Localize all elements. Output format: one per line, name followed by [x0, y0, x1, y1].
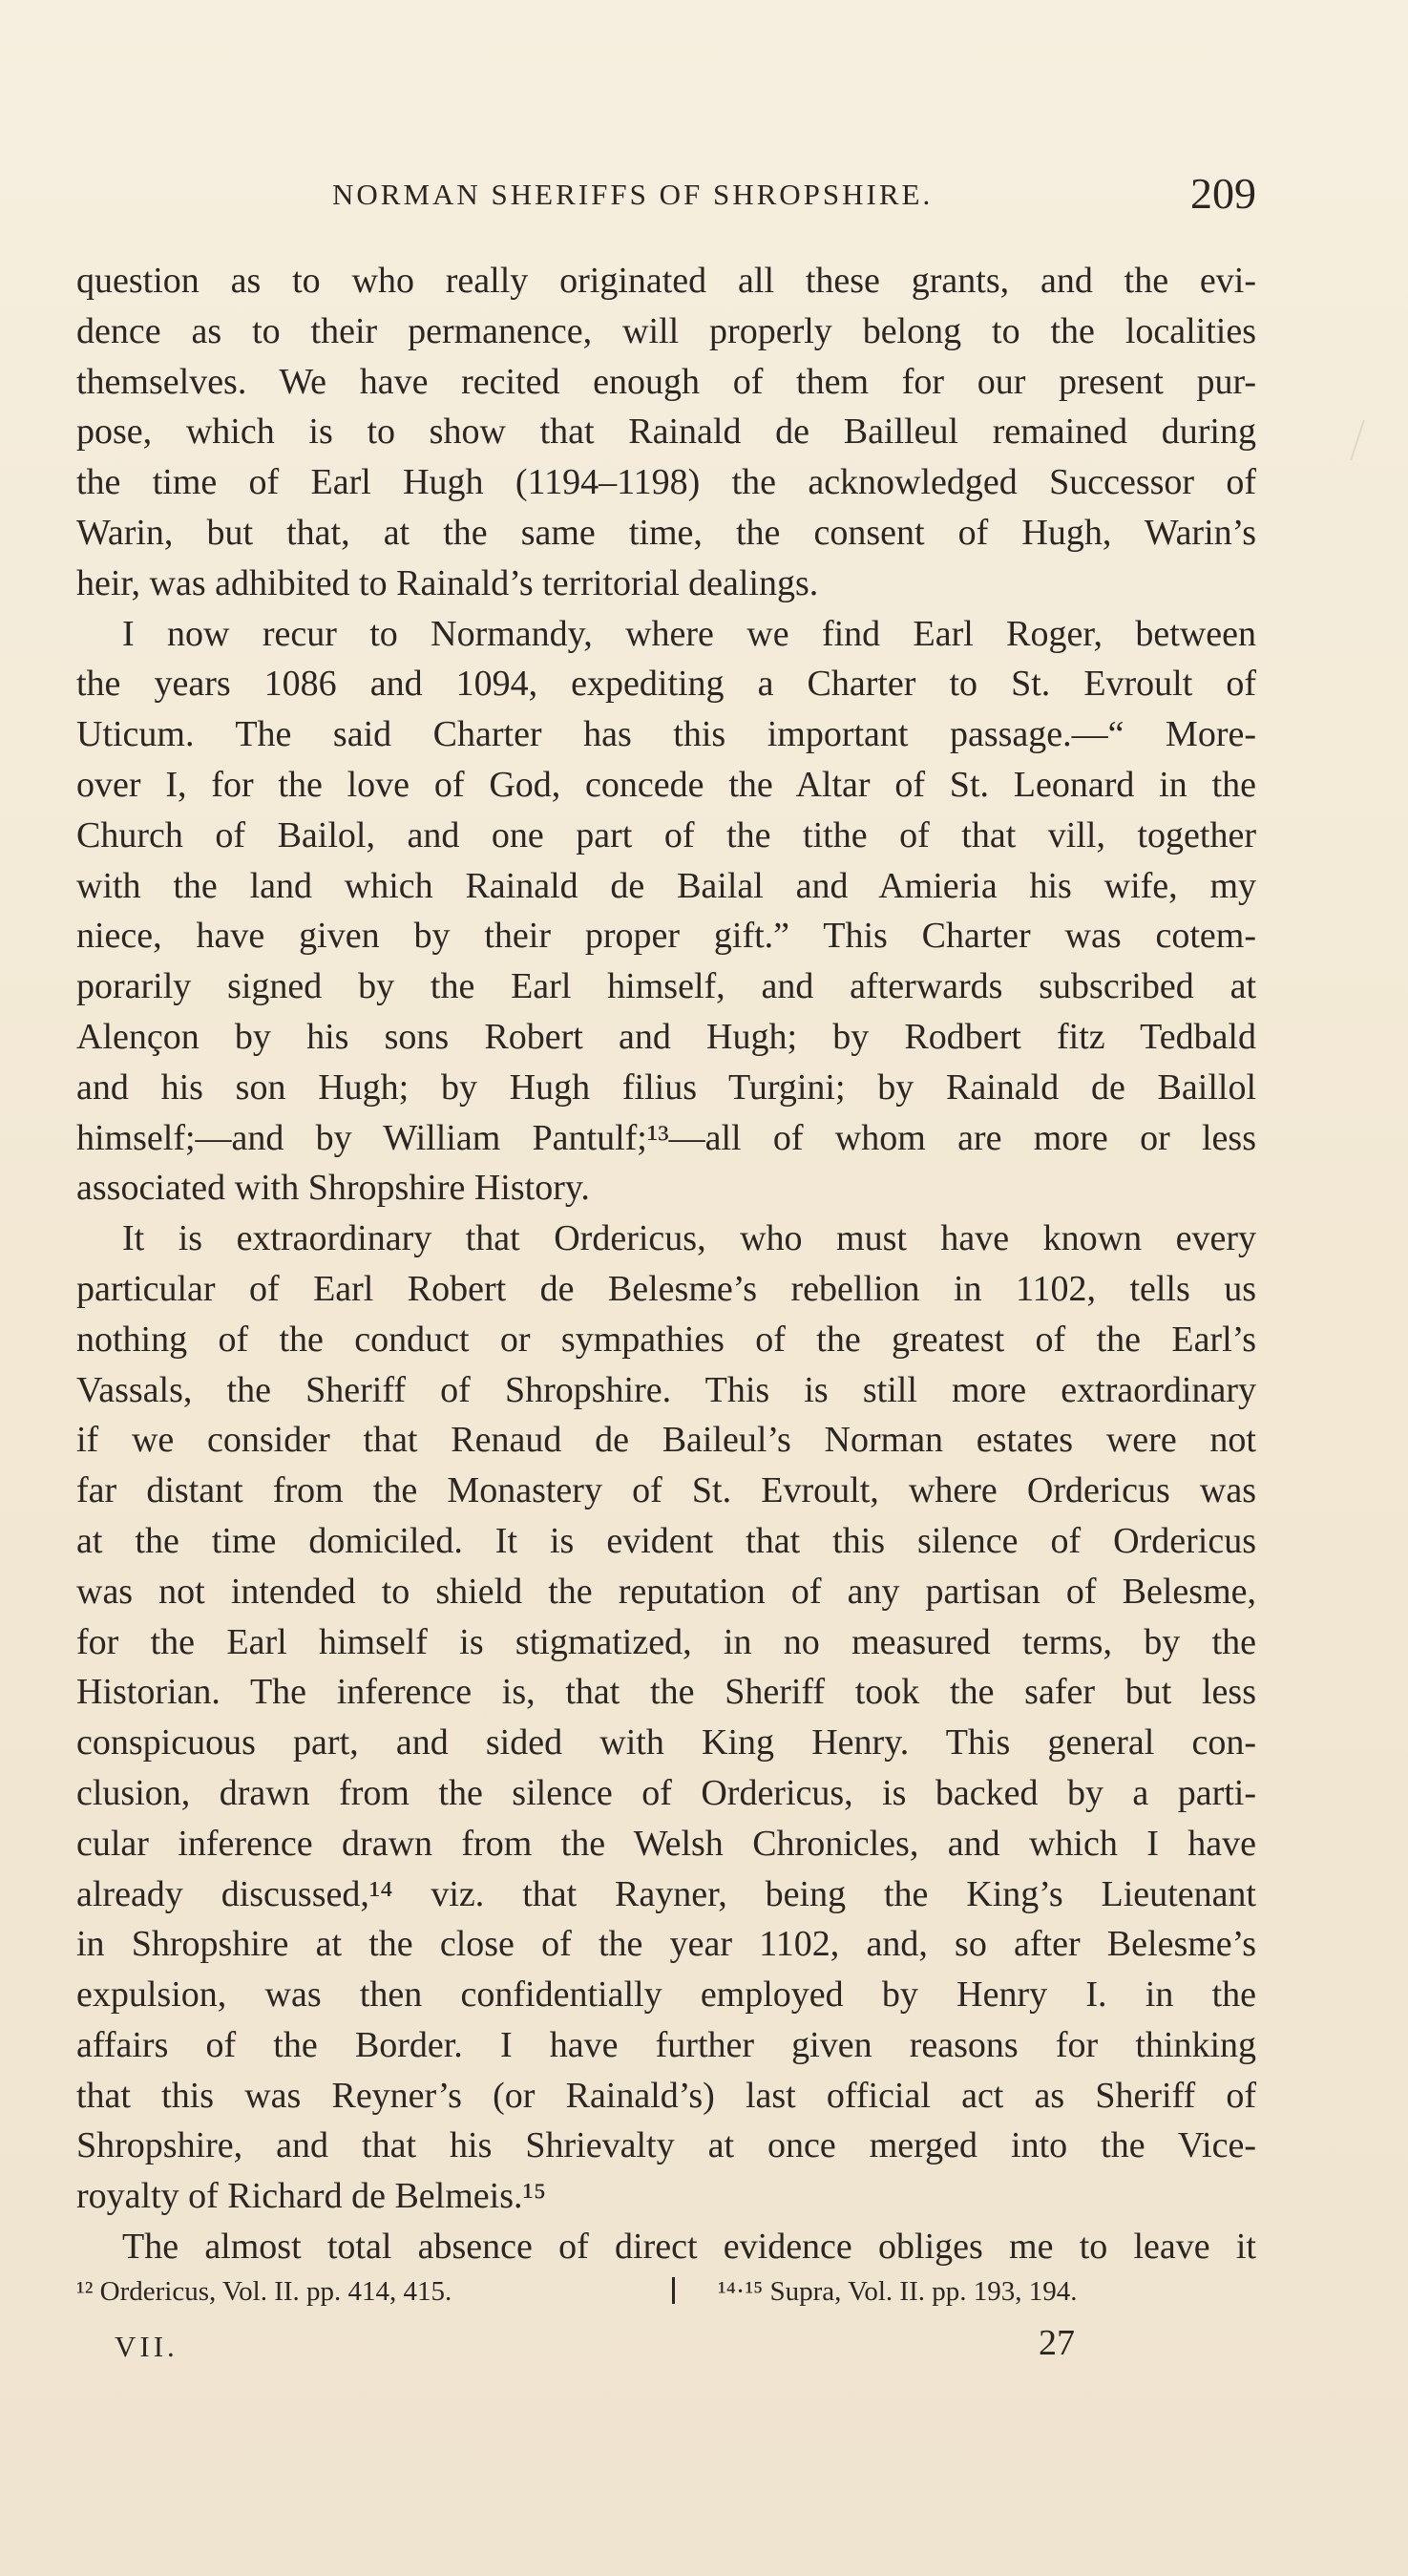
text-line: already discussed,¹⁴ viz. that Rayner, being the King’s Lieutenant: [76, 1873, 1256, 1914]
text-line: the years 1086 and 1094, expediting a Charter to St. Evroult of: [76, 664, 1256, 705]
text-line: at the time domiciled. It is evident that this silence of Ordericus: [76, 1520, 1256, 1561]
text-line: heir, was adhibited to Rainald’s territorial dealings.: [76, 562, 819, 603]
text-line: I now recur to Normandy, where we find Earl Roger, between: [122, 613, 1256, 654]
text-line: niece, have given by their proper gift.” This Charter was cotem-: [76, 916, 1256, 957]
text-line: royalty of Richard de Belmeis.¹⁵: [76, 2176, 547, 2217]
footnotes: [76, 2270, 1256, 2312]
text-line: The almost total absence of direct evidence obliges me to leave it: [122, 2227, 1256, 2268]
text-line: himself;—and by William Pantulf;¹³—all of whom are more or less: [76, 1117, 1256, 1158]
text-line: in Shropshire at the close of the year 1102, and, so after Belesme’s: [76, 1924, 1256, 1965]
signature-mark: VII.: [115, 2330, 179, 2363]
text-line: particular of Earl Robert de Belesme’s rebellion in 1102, tells us: [76, 1268, 1256, 1309]
text-line: with the land which Rainald de Bailal and Amieria his wife, my: [76, 865, 1256, 906]
footnote-12: ¹² Ordericus, Vol. II. pp. 414, 415.: [76, 2276, 452, 2307]
footnote-14-15: ¹⁴·¹⁵ Supra, Vol. II. pp. 193, 194.: [718, 2276, 1078, 2307]
margin-pencil-mark: [1325, 420, 1365, 460]
text-line: that this was Reyner’s (or Rainald’s) last official act as Sheriff of: [76, 2075, 1256, 2116]
text-line: was not intended to shield the reputation of any partisan of Belesme,: [76, 1571, 1256, 1612]
text-line: over I, for the love of God, concede the Altar of St. Leonard in the: [76, 764, 1256, 805]
text-line: It is extraordinary that Ordericus, who must have known every: [122, 1218, 1256, 1259]
text-line: Warin, but that, at the same time, the consent of Hugh, Warin’s: [76, 512, 1256, 553]
text-line: conspicuous part, and sided with King Henry. This general con-: [76, 1722, 1256, 1763]
text-line: clusion, drawn from the silence of Ordericus, is backed by a parti-: [76, 1772, 1256, 1813]
body-text: [76, 256, 1256, 2272]
text-line: nothing of the conduct or sympathies of the greatest of the Earl’s: [76, 1319, 1256, 1360]
text-line: pose, which is to show that Rainald de Bailleul remained during: [76, 412, 1256, 453]
running-head: [76, 168, 1256, 216]
text-line: Vassals, the Sheriff of Shropshire. This is still more extraordinary: [76, 1369, 1256, 1410]
text-line: far distant from the Monastery of St. Evroult, where Ordericus was: [76, 1470, 1256, 1511]
page-number: 209: [1190, 169, 1256, 218]
text-line: question as to who really originated all these grants, and the evi-: [76, 261, 1256, 301]
text-line: porarily signed by the Earl himself, and afterwards subscribed at: [76, 966, 1256, 1007]
signature-sheet-number: 27: [1039, 2323, 1075, 2363]
text-line: the time of Earl Hugh (1194–1198) the acknowledged Successor of: [76, 462, 1256, 503]
text-line: Uticum. The said Charter has this important passage.—“ More-: [76, 714, 1256, 755]
running-title: NORMAN SHERIFFS OF SHROPSHIRE.: [332, 178, 934, 211]
text-line: and his son Hugh; by Hugh filius Turgini; by Rainald de Baillol: [76, 1066, 1256, 1108]
text-line: affairs of the Border. I have further given reasons for thinking: [76, 2024, 1256, 2065]
text-line: Church of Bailol, and one part of the tithe of that vill, together: [76, 814, 1256, 855]
text-line: if we consider that Renaud de Baileul’s Norman estates were not: [76, 1420, 1256, 1461]
text-line: themselves. We have recited enough of them for our present pur-: [76, 361, 1256, 402]
text-line: for the Earl himself is stigmatized, in no measured terms, by the: [76, 1621, 1256, 1662]
text-line: associated with Shropshire History.: [76, 1168, 590, 1209]
footnote-divider: [672, 2277, 675, 2304]
text-line: cular inference drawn from the Welsh Chronicles, and which I have: [76, 1823, 1256, 1864]
text-line: dence as to their permanence, will properly belong to the localities: [76, 310, 1256, 351]
text-line: expulsion, was then confidentially employed by Henry I. in the: [76, 1974, 1256, 2016]
text-line: Alençon by his sons Robert and Hugh; by Rodbert fitz Tedbald: [76, 1016, 1256, 1057]
text-line: Historian. The inference is, that the Sheriff took the safer but less: [76, 1672, 1256, 1713]
text-line: Shropshire, and that his Shrievalty at once merged into the Vice-: [76, 2125, 1256, 2166]
